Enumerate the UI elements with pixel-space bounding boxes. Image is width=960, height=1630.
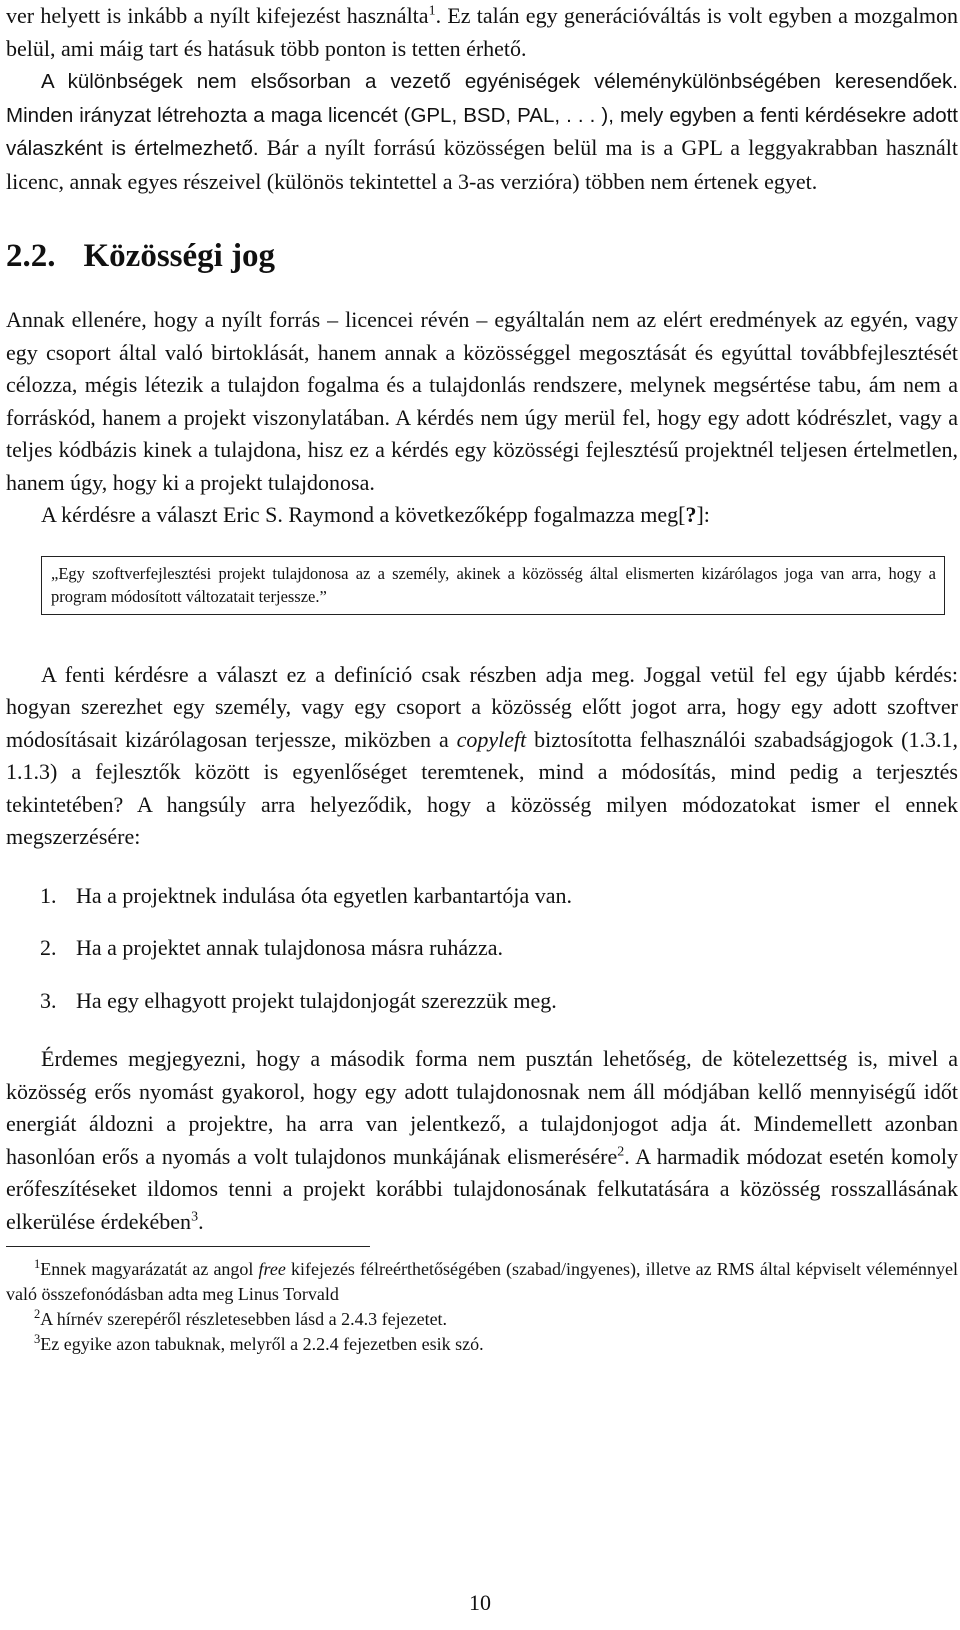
section-title: Közösségi jog [83, 238, 276, 274]
section-number: 2.2. [6, 238, 56, 274]
license-paragraph: A különbségek nem elsősorban a vezető egyéniségek véleménykülönbségében keresendőek. Minden irányzat létrehozta a maga licencét (GPL, BSD, PAL, . . . ), mely egyben a fenti kérdésekre adott válaszként is értelmezhető. Bár a nyílt forrású közösségen belül ma is a GPL a leggyakrabban használt licenc, annak egyes részeivel (különös tekintettel a 3-as verzióra) többen nem értenek egyet. [6, 70, 958, 194]
definition-quote: „Egy szoftverfejlesztési projekt tulajdonosa az a személy, akinek a közösség által elismerten kizárólagos joga van arra, hogy a program módosított változatait terjessze.” [41, 556, 945, 615]
copyleft-term: copyleft [456, 726, 527, 752]
top-paragraph: ver helyett is inkább a nyílt kifejezést használta$^1$. Ez talán egy generációváltás is volt egyben a mozgalmon belül, ami máig tart és hatásuk több ponton is tetten érhető. [6, 3, 958, 61]
list-item: 1. Ha a projektnek indulása óta egyetlen karbantartója van. [40, 882, 573, 908]
footnote-ref-1[interactable]: 1 [428, 3, 436, 19]
list-item: 3. Ha egy elhagyott projekt tulajdonjogát szerezzük meg. [40, 987, 557, 1013]
footnote-ref-2[interactable]: 2 [617, 1144, 625, 1160]
citation-mark[interactable]: ? [685, 502, 697, 527]
raymond-intro: A kérdésre a választ Eric S. Raymond a következőképp fogalmazza meg[?]: [41, 502, 710, 527]
footnote-rule [6, 1246, 370, 1247]
sans-text-run: A különbségek nem elsősorban a vezető egyéniségek véleménykülönbségében keresendőek. Minden irányzat létrehozta a maga licencét (GPL, BSD, PAL, . . . ), mely egyben a fenti kérdésekre adott válaszként is értelmezhető. [6, 70, 958, 160]
section-heading [6, 236, 958, 276]
footnote-2: $^2$A hírnév szerepéről részletesebben lásd a 2.4.3 fejezetet. [34, 1307, 448, 1329]
section-paragraph: Annak ellenére, hogy a nyílt forrás – licencei révén – egyáltalán nem az elért eredmények az egyén, vagy egy csoport által való birtoklását, hanem annak a közösséggel megosztását és egyúttal továbbfejlesztését célozza, mégis létezik a tulajdon fogalma és a tulajdonlás rendszere, melynek megsértése tabu, ám nem a forráskód, hanem a projekt viszonylatában. A kérdés nem úgy merül fel, hogy egy adott kódrészlet, vagy a teljes kódbázis kinek a tulajdona, hisz ez a kérdés egy közösségi fejlesztésű projektnél teljesen értelmetlen, hanem úgy, hogy ki a projekt tulajdonosa. [6, 307, 958, 495]
footnote-ref-3[interactable]: 3 [191, 1209, 199, 1225]
page-number: 10 [469, 1590, 491, 1615]
post-quote-paragraph: A fenti kérdésre a választ ez a definíció csak részben adja meg. Joggal vetül fel egy újabb kérdés: hogyan szerezhet egy személy, vagy egy csoport a közösség előtt jogot arra, hogy egy adott szoftver módosításait kizárólagosan terjessze, miközben a copyleft biztosította felhasználói szabadságjogok (1.3.1, 1.1.3) a fejlesztők között is egyenlőséget teremtenek, mind a módosítás, mind pedig a terjesztés tekintetében? A hangsúly arra helyeződik, hogy a közösség milyen módozatokat ismer el ennek megszerzésére: [6, 661, 958, 849]
list-item: 2. Ha a projektet annak tulajdonosa másra ruházza. [40, 935, 503, 960]
document-page [6, 0, 958, 1357]
footnote-1: $^1$Ennek magyarázatát az angol free kifejezés félreérthetőségében (szabad/ingyenes), illetve az RMS által képviselt véleménnyel való összefonódásban adta meg Linus Torvald [6, 1257, 959, 1304]
footnote-3: $^3$Ez egyike azon tabuknak, melyről a 2.2.4 fejezetben esik szó. [34, 1332, 484, 1354]
final-paragraph: Érdemes megjegyezni, hogy a második forma nem pusztán lehetőség, de kötelezettség is, mivel a közösség erős nyomást gyakorol, hogy egy adott tulajdonosnak nem áll módjában kellő mennyiségű időt energiát áldozni a projektre, ha arra van jelentkező, a tulajdonjogot adja át. Mindemellett azonban hasonlóan erős a nyomás a volt tulajdonos munkájának elismerésére$^2$. A harmadik módozat esetén komoly erőfeszítéseket ildomos tenni a projekt korábbi tulajdonosának felkutatására a közösség rosszallásának elkerülése érdekében$^3$. [6, 1046, 958, 1234]
ownership-list [6, 880, 958, 1018]
